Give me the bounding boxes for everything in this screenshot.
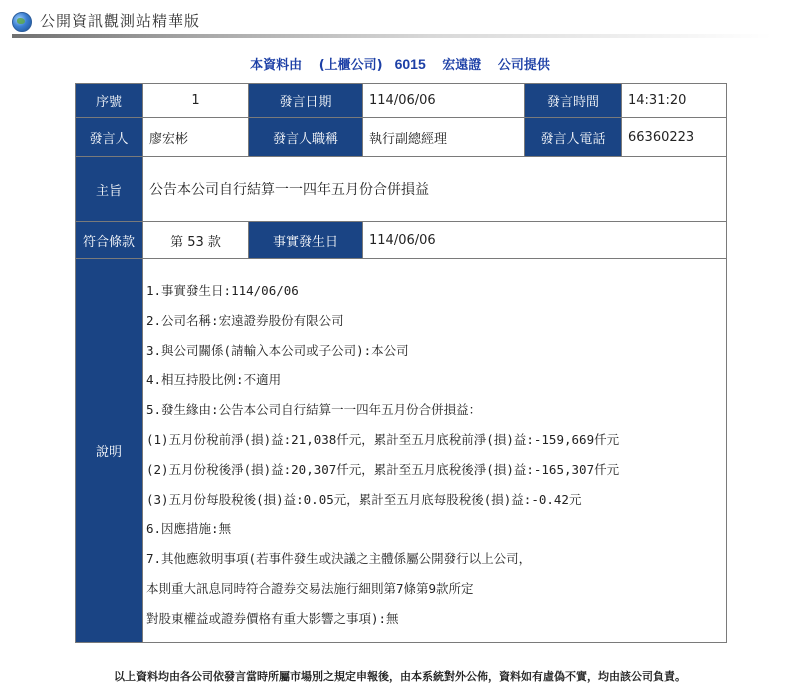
table-row <box>76 84 727 118</box>
disclaimer-footer: 以上資料均由各公司依發言當時所屬市場別之規定申報後，由本系統對外公佈，資料如有虛偽不實，均由該公司負責。 <box>114 670 686 683</box>
provider-line <box>0 54 800 73</box>
description-line: 5.發生緣由:公告本公司自行結算一一四年五月份合併損益： <box>146 402 482 418</box>
globe-icon <box>12 12 32 32</box>
site-header <box>12 10 772 40</box>
description-line: 2.公司名稱:宏遠證券股份有限公司 <box>146 312 344 328</box>
phone-value: 66360223 <box>622 118 727 157</box>
subject-value: 公告本公司自行結算一一四年五月份合併損益 <box>143 157 727 222</box>
header-divider <box>12 34 772 38</box>
table-row <box>76 222 727 259</box>
speaker-label: 發言人 <box>76 118 143 157</box>
time-value: 14:31:20 <box>622 84 727 118</box>
subject-label: 主旨 <box>76 157 143 222</box>
description-line: (2)五月份稅後淨(損)益:20,307仟元，累計至五月底稅後淨(損)益:-165,307仟元 <box>146 461 620 477</box>
description-line: (1)五月份稅前淨(損)益:21,038仟元，累計至五月底稅前淨(損)益:-159,669仟元 <box>146 431 620 447</box>
description-line: (3)五月份每股稅後(損)益:0.05元，累計至五月底每股稅後(損)益:-0.42元 <box>146 491 582 507</box>
description-line: 7.其他應敘明事項(若事件發生或決議之主體係屬公開發行以上公司， <box>146 551 532 567</box>
provider-suffix: 公司提供 <box>497 58 550 73</box>
time-label: 發言時間 <box>525 84 622 118</box>
provider-market: (上櫃公司) <box>318 58 383 73</box>
table-row <box>76 157 727 222</box>
seq-value: 1 <box>143 84 249 118</box>
description-label: 說明 <box>76 259 143 643</box>
speaker-title-value: 執行副總經理 <box>363 118 525 157</box>
announcement-table <box>75 83 727 643</box>
description-line: 3.與公司關係(請輸入本公司或子公司):本公司 <box>146 342 409 358</box>
speaker-title-label: 發言人職稱 <box>249 118 363 157</box>
description-line: 對股東權益或證券價格有重大影響之事項):無 <box>146 610 399 626</box>
description-line: 1.事實發生日:114/06/06 <box>146 283 299 298</box>
fact-date-value: 114/06/06 <box>363 222 727 259</box>
phone-label: 發言人電話 <box>525 118 622 157</box>
date-value: 114/06/06 <box>363 84 525 118</box>
provider-prefix: 本資料由 <box>250 58 303 73</box>
date-label: 發言日期 <box>249 84 363 118</box>
company-name: 宏遠證 <box>442 58 482 73</box>
speaker-value: 廖宏彬 <box>143 118 249 157</box>
description-line: 4.相互持股比例:不適用 <box>146 372 282 388</box>
description-line: 6.因應措施:無 <box>146 521 232 537</box>
clause-label: 符合條款 <box>76 222 143 259</box>
company-code: 6015 <box>394 56 426 72</box>
fact-date-label: 事實發生日 <box>249 222 363 259</box>
table-row <box>76 259 727 643</box>
seq-label: 序號 <box>76 84 143 118</box>
description-body <box>143 259 727 643</box>
site-title: 公開資訊觀測站精華版 <box>40 12 201 30</box>
description-line: 本則重大訊息同時符合證券交易法施行細則第7條第9款所定 <box>146 580 474 596</box>
table-row <box>76 118 727 157</box>
clause-value: 第 53 款 <box>143 222 249 259</box>
